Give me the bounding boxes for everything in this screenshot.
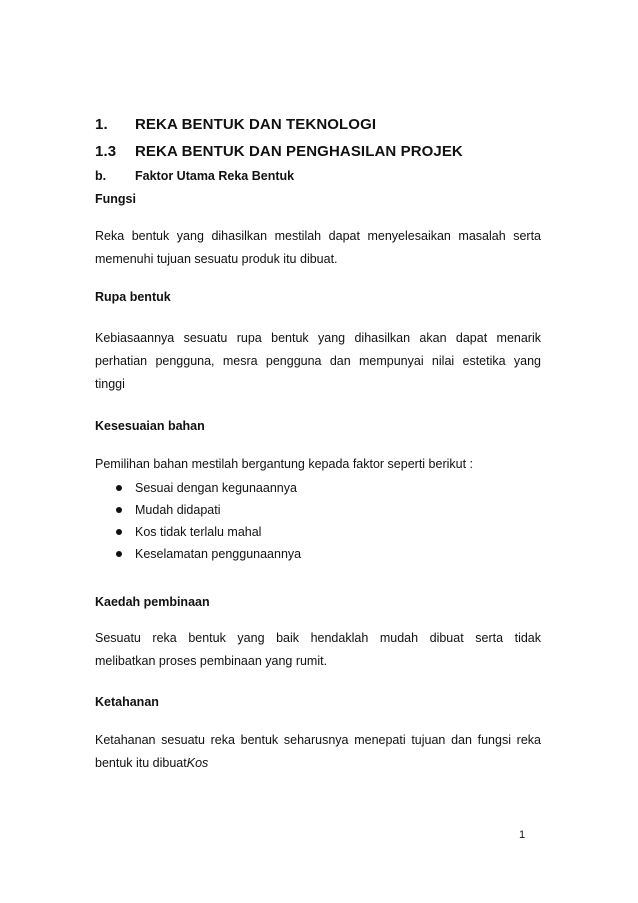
page-number: 1 xyxy=(519,829,526,841)
list-item: Sesuai dengan kegunaannya xyxy=(112,477,301,499)
paragraph-kesesuaian-bahan: Pemilihan bahan mestilah bergantung kepada faktor seperti berikut : xyxy=(95,457,474,471)
paragraph-fungsi xyxy=(95,225,541,271)
paragraph-line: bentuk itu dibuatKos xyxy=(95,756,209,770)
paragraph-line: Sesuatu reka bentuk yang baik hendaklah mudah dibuat serta tidak xyxy=(95,631,541,645)
section-title-kaedah-pembinaan: Kaedah pembinaan xyxy=(95,595,210,609)
heading-3-title: Faktor Utama Reka Bentuk xyxy=(135,169,295,183)
paragraph-line: perhatian pengguna, mesra pengguna dan mempunyai nilai estetika yang xyxy=(95,354,541,368)
paragraph-line: Reka bentuk yang dihasilkan mestilah dapat menyelesaikan masalah serta xyxy=(95,229,541,243)
heading-1 xyxy=(95,116,555,134)
paragraph-rupa-bentuk xyxy=(95,327,541,396)
bahan-bullet-list xyxy=(112,477,301,565)
heading-3-number: b. xyxy=(95,169,107,183)
heading-2-number: 1.3 xyxy=(95,143,117,160)
paragraph-ketahanan xyxy=(95,729,541,775)
list-item: Kos tidak terlalu mahal xyxy=(112,521,301,543)
paragraph-line: Kebiasaannya sesuatu rupa bentuk yang dihasilkan akan dapat menarik xyxy=(95,331,541,345)
paragraph-line: tinggi xyxy=(95,377,125,391)
section-title-rupa-bentuk: Rupa bentuk xyxy=(95,290,171,304)
list-item: Keselamatan penggunaannya xyxy=(112,543,301,565)
bullet-icon xyxy=(116,507,122,513)
section-title-kesesuaian-bahan: Kesesuaian bahan xyxy=(95,419,205,433)
bullet-icon xyxy=(116,485,122,491)
section-title-fungsi: Fungsi xyxy=(95,192,136,206)
heading-2-title: REKA BENTUK DAN PENGHASILAN PROJEK xyxy=(135,143,463,160)
heading-3 xyxy=(95,169,555,185)
paragraph-line: memenuhi tujuan sesuatu produk itu dibuat. xyxy=(95,252,338,266)
paragraph-line: Ketahanan sesuatu reka bentuk seharusnya menepati tujuan dan fungsi reka xyxy=(95,733,541,747)
section-title-ketahanan: Ketahanan xyxy=(95,695,159,709)
list-item: Mudah didapati xyxy=(112,499,301,521)
paragraph-line: melibatkan proses pembinaan yang rumit. xyxy=(95,654,328,668)
bullet-icon xyxy=(116,529,122,535)
heading-2 xyxy=(95,143,555,161)
heading-1-number: 1. xyxy=(95,116,108,133)
heading-1-title: REKA BENTUK DAN TEKNOLOGI xyxy=(135,116,377,133)
paragraph-kaedah-pembinaan xyxy=(95,627,541,673)
bullet-icon xyxy=(116,551,122,557)
